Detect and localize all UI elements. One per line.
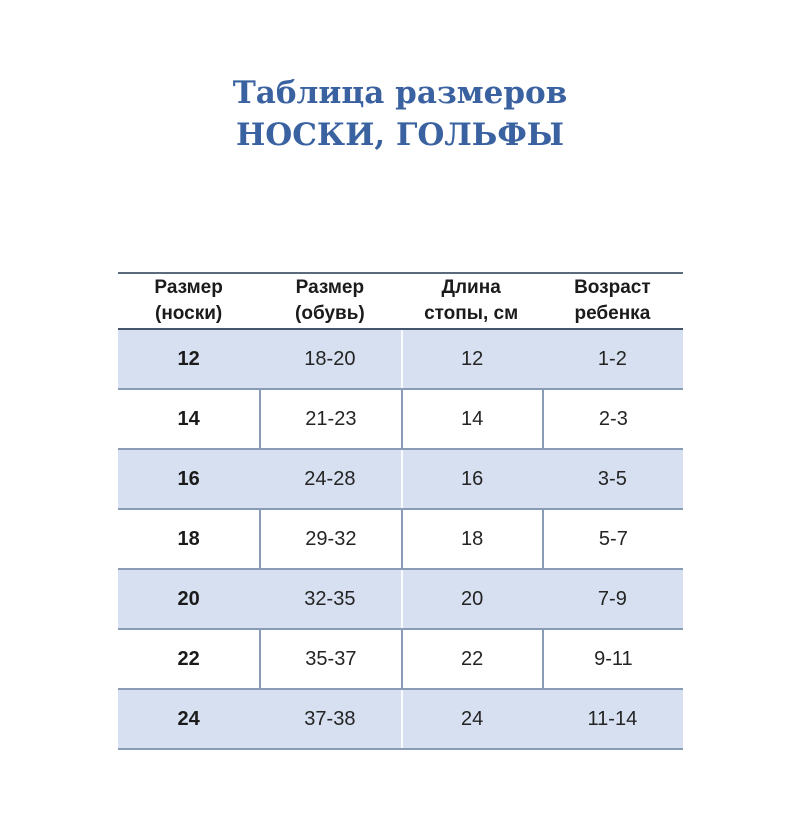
page-title [0,72,800,156]
cell-socks-size: 14 [177,407,200,430]
cell-child-age: 7-9 [597,587,627,610]
cell-socks-size: 18 [177,527,200,550]
cell-foot-length: 24 [401,690,542,748]
cell-socks-size: 22 [177,647,200,670]
cell-socks-size: 20 [177,587,200,610]
column-header-child-age: Возраст ребенка [574,277,651,324]
cell-child-age: 11-14 [587,707,638,730]
table-row [118,690,683,750]
cell-foot-length: 12 [401,330,542,388]
cell-shoe-size: 32-35 [304,587,356,610]
cell-child-age: 2-3 [542,390,683,448]
cell-foot-length: 16 [401,450,542,508]
table-row [118,510,683,570]
column-header-foot-length: Длина стопы, см [424,277,519,324]
size-table-header [118,272,683,330]
page-title-line2: НОСКИ, ГОЛЬФЫ [235,117,565,153]
cell-shoe-size: 21-23 [259,390,400,448]
column-header-shoe-size: Размер (обувь) [295,277,365,324]
cell-foot-length: 20 [401,570,542,628]
cell-foot-length: 18 [401,510,542,568]
table-row [118,450,683,510]
cell-foot-length: 14 [401,390,542,448]
cell-shoe-size: 24-28 [304,467,356,490]
cell-child-age: 1-2 [597,347,627,370]
cell-shoe-size: 18-20 [304,347,356,370]
table-row [118,390,683,450]
size-table-body [118,330,683,750]
cell-child-age: 5-7 [542,510,683,568]
cell-socks-size: 12 [177,347,200,370]
table-row [118,630,683,690]
cell-shoe-size: 37-38 [304,707,356,730]
table-row [118,330,683,390]
cell-child-age: 3-5 [597,467,627,490]
cell-shoe-size: 35-37 [259,630,400,688]
cell-socks-size: 24 [177,707,200,730]
cell-shoe-size: 29-32 [259,510,400,568]
page-title-line1: Таблица размеров [232,75,568,111]
table-row [118,570,683,630]
size-table [118,272,683,750]
cell-child-age: 9-11 [542,630,683,688]
cell-socks-size: 16 [177,467,200,490]
column-header-socks-size: Размер (носки) [154,277,223,324]
cell-foot-length: 22 [401,630,542,688]
